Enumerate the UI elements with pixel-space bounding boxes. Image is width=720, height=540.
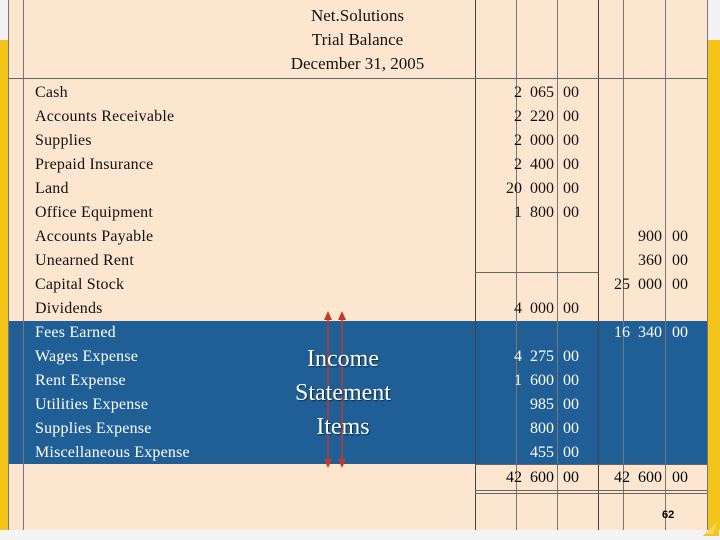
debit-dollars: 2 065: [514, 84, 554, 101]
rule-left: [8, 0, 9, 530]
credit-cents: 00: [672, 228, 688, 245]
account-name: Supplies Expense: [35, 420, 152, 437]
statement-title: Trial Balance: [311, 30, 404, 49]
page-curl-icon: [703, 520, 719, 536]
debit-dollars: 20 000: [506, 180, 554, 197]
statement-date: December 31, 2005: [290, 54, 425, 73]
debit-dollars: 985: [530, 396, 554, 413]
page-number: 62: [662, 509, 675, 521]
debit-cents: 00: [563, 444, 579, 461]
account-name: Unearned Rent: [35, 252, 135, 269]
credit-dollars: 16 340: [614, 324, 662, 341]
debit-cents: 00: [563, 84, 579, 101]
double-total-rule-1: [475, 490, 707, 491]
header-rule: [8, 78, 708, 79]
credit-cents: 00: [672, 252, 688, 269]
debit-cents: 00: [563, 204, 579, 221]
credit-cents: 00: [672, 276, 688, 293]
account-name: Accounts Payable: [35, 228, 154, 245]
debit-cents: 00: [563, 420, 579, 437]
debit-dollars: 4 275: [514, 348, 554, 365]
account-name: Wages Expense: [35, 348, 139, 365]
account-name: Prepaid Insurance: [35, 156, 154, 173]
debit-cents: 00: [563, 348, 579, 365]
callout-line-1: Income: [307, 346, 379, 372]
debit-cents: 00: [563, 372, 579, 389]
callout-line-2: Statement: [295, 380, 391, 406]
account-name: Miscellaneous Expense: [35, 444, 190, 461]
total-credit-cents: 00: [672, 469, 688, 486]
debit-cents: 00: [563, 156, 579, 173]
debit-dollars: 2 000: [514, 132, 554, 149]
account-name: Capital Stock: [35, 276, 125, 293]
debit-dollars: 1 800: [514, 204, 554, 221]
rule-margin: [23, 0, 24, 530]
rule-credit-cents: [665, 0, 666, 530]
debit-cents: 00: [563, 180, 579, 197]
income-statement-callout: [268, 342, 418, 444]
debit-cents: 00: [563, 300, 579, 317]
account-name: Land: [35, 180, 69, 197]
credit-dollars: 360: [638, 252, 662, 269]
debit-dollars: 2 220: [514, 108, 554, 125]
rule-right: [707, 0, 708, 530]
account-name: Cash: [35, 84, 68, 101]
debit-dollars: 455: [530, 444, 554, 461]
total-debit-cents: 00: [563, 469, 579, 486]
total-rule: [475, 464, 707, 465]
debit-cents: 00: [563, 108, 579, 125]
callout-line-3: Items: [316, 414, 370, 440]
company-name: Net.Solutions: [310, 6, 405, 25]
credit-cents: 00: [672, 324, 688, 341]
double-total-rule-2: [475, 493, 707, 494]
subtotal-rule-debit: [475, 272, 598, 273]
account-name: Dividends: [35, 300, 103, 317]
total-debit-dollars: 42 600: [506, 469, 554, 486]
account-name: Office Equipment: [35, 204, 153, 221]
account-name: Accounts Receivable: [35, 108, 175, 125]
account-name: Rent Expense: [35, 372, 126, 389]
total-credit-dollars: 42 600: [614, 469, 662, 486]
credit-dollars: 900: [638, 228, 662, 245]
credit-dollars: 25 000: [614, 276, 662, 293]
account-name: Supplies: [35, 132, 92, 149]
rule-debit-cents: [557, 0, 558, 530]
debit-cents: 00: [563, 396, 579, 413]
account-name: Utilities Expense: [35, 396, 149, 413]
debit-cents: 00: [563, 132, 579, 149]
account-name: Fees Earned: [35, 324, 116, 341]
debit-dollars: 800: [530, 420, 554, 437]
debit-dollars: 1 600: [514, 372, 554, 389]
debit-dollars: 4 000: [514, 300, 554, 317]
debit-dollars: 2 400: [514, 156, 554, 173]
